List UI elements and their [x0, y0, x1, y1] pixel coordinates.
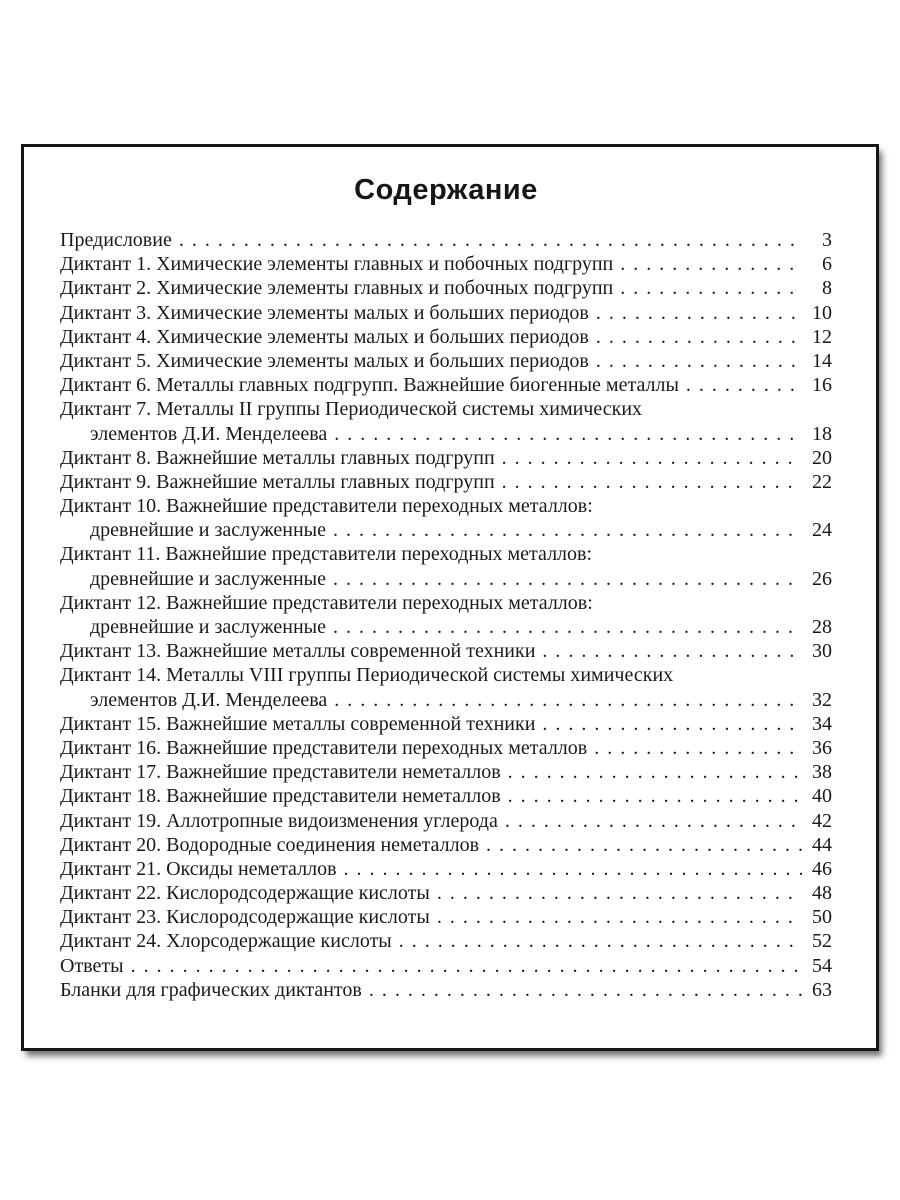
toc-entry-text: Бланки для графических диктантов [60, 978, 362, 1001]
toc-entry-text: Диктант 17. Важнейшие представители неметаллов [60, 761, 501, 784]
toc-line [60, 397, 832, 421]
dot-leader [505, 809, 802, 833]
dot-leader [508, 760, 802, 784]
toc-page-number: 32 [812, 688, 832, 711]
toc-line [60, 494, 832, 518]
toc-page-number: 52 [812, 930, 832, 953]
dot-leader [620, 276, 802, 300]
toc-line [60, 276, 832, 300]
dot-leader [437, 905, 802, 929]
toc-page-number: 10 [812, 301, 832, 324]
dot-leader [486, 833, 802, 857]
toc-page-number: 8 [822, 277, 832, 300]
toc-entry-text: Диктант 13. Важнейшие металлы современной техники [60, 640, 536, 663]
toc-page-number: 40 [812, 785, 832, 808]
toc-page-number: 36 [812, 736, 832, 759]
toc-line [60, 373, 832, 397]
toc-list [60, 228, 832, 1002]
toc-entry-text: Диктант 24. Хлорсодержащие кислоты [60, 930, 392, 953]
toc-page-number: 22 [812, 470, 832, 493]
toc-entry-text: Диктант 9. Важнейшие металлы главных подгрупп [60, 470, 495, 493]
toc-page-number: 14 [812, 349, 832, 372]
toc-line [60, 615, 832, 639]
toc-line [60, 301, 832, 325]
toc-line [60, 252, 832, 276]
toc-line [60, 929, 832, 953]
dot-leader [596, 301, 802, 325]
toc-line [60, 760, 832, 784]
toc-entry-text: элементов Д.И. Менделеева [90, 688, 328, 711]
page-content [24, 147, 876, 1002]
toc-page-number: 30 [812, 640, 832, 663]
toc-page-number: 6 [822, 253, 832, 276]
dot-leader [620, 252, 802, 276]
toc-line [60, 736, 832, 760]
toc-line [60, 712, 832, 736]
toc-entry-text: Ответы [60, 954, 124, 977]
toc-entry-text: Диктант 4. Химические элементы малых и больших периодов [60, 325, 589, 348]
toc-entry-text: Диктант 18. Важнейшие представители неметаллов [60, 785, 501, 808]
toc-line [60, 688, 832, 712]
toc-line [60, 978, 832, 1002]
toc-page-number: 12 [812, 325, 832, 348]
toc-line [60, 470, 832, 494]
toc-page-number: 63 [812, 978, 832, 1001]
toc-page-number: 3 [822, 229, 832, 251]
dot-leader [334, 422, 802, 446]
toc-page-number: 50 [812, 906, 832, 929]
toc-page-number: 28 [812, 616, 832, 638]
toc-entry-text: Диктант 22. Кислородсодержащие кислоты [60, 882, 430, 905]
toc-page-number: 18 [812, 422, 832, 445]
toc-entry-text: Диктант 8. Важнейшие металлы главных подгрупп [60, 446, 495, 469]
dot-leader [594, 736, 802, 760]
toc-entry-text: древнейшие и заслуженные [90, 616, 326, 638]
page-title: Содержание [354, 174, 538, 206]
dot-leader [596, 349, 802, 373]
toc-page-number: 26 [812, 567, 832, 590]
toc-page-number: 38 [812, 761, 832, 784]
toc-line [60, 228, 832, 252]
toc-entry-text: Диктант 12. Важнейшие представители переходных металлов: [60, 591, 593, 614]
toc-entry-text: древнейшие и заслуженные [90, 567, 326, 590]
dot-leader [437, 881, 802, 905]
toc-entry-text: Диктант 2. Химические элементы главных и побочных подгрупп [60, 277, 614, 300]
toc-entry-text: Диктант 6. Металлы главных подгрупп. Важнейшие биогенные металлы [60, 374, 679, 397]
toc-entry-text: элементов Д.И. Менделеева [90, 422, 328, 445]
toc-entry-text: Диктант 19. Аллотропные видоизменения углерода [60, 809, 498, 832]
dot-leader [344, 857, 802, 881]
toc-entry-text: Диктант 15. Важнейшие металлы современной техники [60, 712, 536, 735]
toc-entry-text: Диктант 16. Важнейшие представители переходных металлов [60, 736, 588, 759]
toc-line [60, 542, 832, 566]
toc-line [60, 325, 832, 349]
toc-entry-text: Диктант 20. Водородные соединения неметаллов [60, 833, 480, 856]
dot-leader [542, 639, 802, 663]
toc-page-number: 44 [812, 833, 832, 856]
toc-line [60, 567, 832, 591]
toc-line [60, 422, 832, 446]
toc-page-number: 20 [812, 446, 832, 469]
toc-entry-text: Диктант 1. Химические элементы главных и побочных подгрупп [60, 253, 614, 276]
toc-page-number: 16 [812, 374, 832, 397]
toc-entry-text: древнейшие и заслуженные [90, 519, 326, 542]
dot-leader [399, 929, 802, 953]
toc-line [60, 349, 832, 373]
dot-leader [542, 712, 802, 736]
toc-page-number: 34 [812, 712, 832, 735]
toc-line [60, 639, 832, 663]
dot-leader [131, 954, 802, 978]
toc-line [60, 809, 832, 833]
book-page [21, 144, 879, 1051]
dot-leader [333, 518, 802, 542]
toc-page-number: 54 [812, 954, 832, 977]
toc-entry-text: Диктант 10. Важнейшие представители переходных металлов: [60, 495, 593, 518]
toc-page-number: 46 [812, 857, 832, 880]
toc-line [60, 954, 832, 978]
dot-leader [333, 567, 802, 591]
toc-entry-text: Диктант 21. Оксиды неметаллов [60, 857, 337, 880]
dot-leader [686, 373, 802, 397]
toc-line [60, 881, 832, 905]
toc-line [60, 591, 832, 615]
toc-line [60, 905, 832, 929]
toc-line [60, 857, 832, 881]
toc-entry-text: Диктант 14. Металлы VIII группы Периодической системы химических [60, 664, 674, 687]
toc-entry-text: Диктант 7. Металлы II группы Периодической системы химических [60, 398, 643, 421]
dot-leader [596, 325, 802, 349]
toc-entry-text: Диктант 5. Химические элементы малых и больших периодов [60, 349, 589, 372]
dot-leader [179, 228, 802, 252]
dot-leader [369, 978, 802, 1002]
dot-leader [502, 446, 802, 470]
toc-page-number: 48 [812, 882, 832, 905]
toc-line [60, 663, 832, 687]
toc-line [60, 833, 832, 857]
dot-leader [334, 688, 802, 712]
toc-page-number: 24 [812, 519, 832, 542]
toc-page-number: 42 [812, 809, 832, 832]
toc-line [60, 518, 832, 542]
toc-entry-text: Предисловие [60, 229, 172, 251]
dot-leader [508, 784, 802, 808]
toc-line [60, 784, 832, 808]
dot-leader [333, 615, 802, 639]
toc-entry-text: Диктант 3. Химические элементы малых и больших периодов [60, 301, 589, 324]
dot-leader [502, 470, 802, 494]
toc-line [60, 446, 832, 470]
toc-entry-text: Диктант 23. Кислородсодержащие кислоты [60, 906, 430, 929]
toc-entry-text: Диктант 11. Важнейшие представители переходных металлов: [60, 543, 593, 566]
